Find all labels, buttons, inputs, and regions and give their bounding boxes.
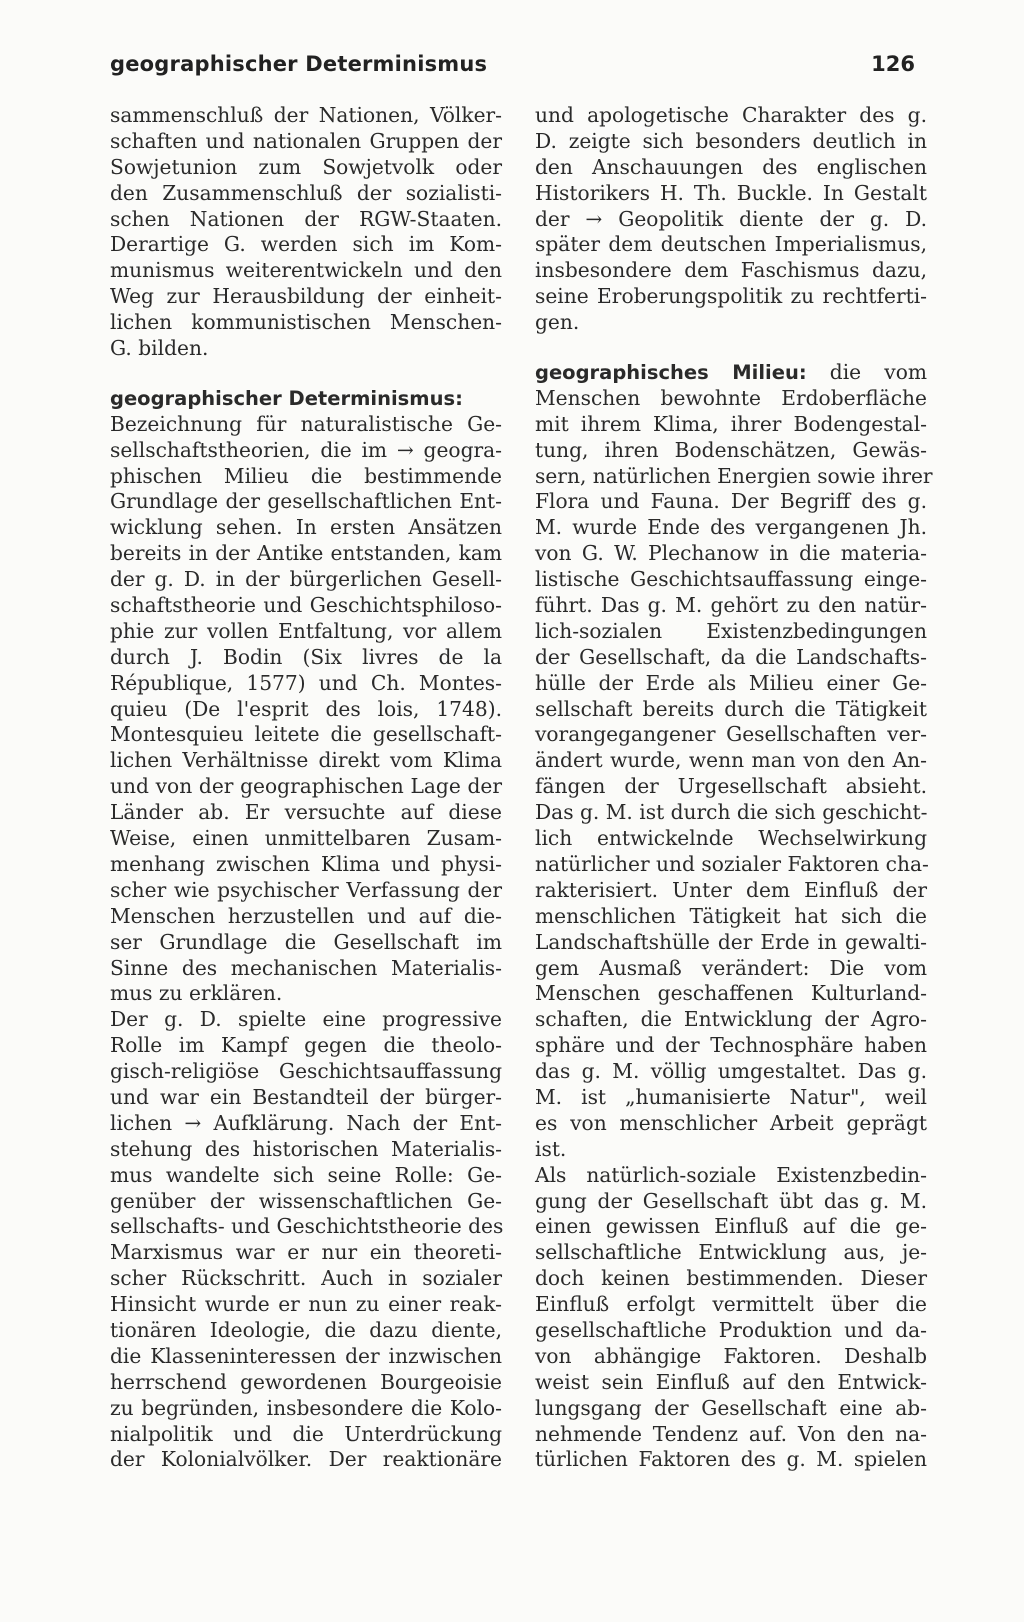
text-line: Als natürlich-soziale Existenzbedin-	[535, 1162, 927, 1187]
lemma-continuation: die vom	[806, 360, 927, 385]
text-line: D. zeigte sich besonders deutlich in	[535, 128, 927, 153]
text-line: nialpolitik und die Unterdrückung	[110, 1421, 502, 1446]
text-line: Montesquieu leitete die gesellschaft-	[110, 722, 502, 747]
text-line: gem Ausmaß verändert: Die vom	[535, 955, 927, 980]
text-line: M. ist „humanisierte Natur", weil	[535, 1084, 927, 1109]
text-line: hülle der Erde als Milieu einer Ge-	[535, 670, 927, 695]
text-line: durch J. Bodin (Six livres de la	[110, 644, 502, 669]
text-line: scher Rückschritt. Auch in sozialer	[110, 1266, 502, 1291]
text-line: Das g. M. ist durch die sich geschicht-	[535, 800, 928, 825]
left-column	[110, 103, 502, 1473]
text-line: mus zu erklären.	[110, 981, 283, 1006]
text-line: sellschaftliche Entwicklung aus, je-	[535, 1240, 927, 1265]
text-line: den Anschauungen des englischen	[535, 154, 927, 179]
text-line: scher wie psychischer Verfassung der	[110, 877, 502, 902]
text-line: menhang zwischen Klima und physi-	[110, 851, 502, 876]
text-line: Der g. D. spielte eine progressive	[110, 1007, 502, 1032]
text-line: der Kolonialvölker. Der reaktionäre	[110, 1447, 502, 1472]
text-line: und war ein Bestandteil der bürger-	[110, 1084, 502, 1109]
text-line: République, 1577) und Ch. Montes-	[110, 670, 502, 695]
text-line: zu begründen, insbesondere die Kolo-	[110, 1395, 502, 1420]
text-line: mit ihrem Klima, ihrer Bodengestal-	[535, 411, 927, 436]
text-line: später dem deutschen Imperialismus,	[535, 232, 927, 257]
text-line: sellschaftstheorien, die im → geogra-	[110, 437, 502, 462]
text-line: weist sein Einfluß auf den Entwick-	[535, 1369, 927, 1394]
entry-body	[110, 412, 502, 1474]
text-line: das g. M. völlig umgestaltet. Das g.	[535, 1059, 927, 1084]
text-line: Derartige G. werden sich im Kom-	[110, 232, 502, 257]
entry-lemma-line	[110, 386, 502, 412]
text-line: vorangegangener Gesellschaften ver-	[535, 722, 927, 747]
text-line: lichen Verhältnisse direkt vom Klima	[110, 748, 502, 773]
text-line: stehung des historischen Materialis-	[110, 1136, 502, 1161]
text-line: genüber der wissenschaftlichen Ge-	[110, 1188, 502, 1213]
text-line: von abhängige Faktoren. Deshalb	[535, 1343, 927, 1368]
text-line: Menschen bewohnte Erdoberfläche	[535, 385, 927, 410]
text-line: Rolle im Kampf gegen die theolo-	[110, 1033, 502, 1058]
text-line: sphäre und der Technosphäre haben	[535, 1033, 927, 1058]
text-line: Historikers H. Th. Buckle. In Gestalt	[535, 180, 927, 205]
text-line: phie zur vollen Entfaltung, vor allem	[110, 618, 502, 643]
text-line: von G. W. Plechanow in die materia-	[535, 541, 927, 566]
text-line: Sowjetunion zum Sowjetvolk oder	[110, 154, 502, 179]
text-line: sellschafts- und Geschichtstheorie des	[110, 1214, 504, 1239]
entry-geographischer-determinismus	[110, 386, 502, 1473]
text-line: listische Geschichtsauffassung einge-	[535, 567, 927, 592]
entry-body	[535, 385, 933, 1473]
lemma: geographisches Milieu:	[535, 361, 807, 385]
text-line: Flora und Fauna. Der Begriff des g.	[535, 489, 927, 514]
text-line: Sinne des mechanischen Materialis-	[110, 955, 502, 980]
text-line: Länder ab. Er versuchte auf diese	[110, 800, 502, 825]
text-line: sern, natürlichen Energien sowie ihrer	[535, 463, 933, 488]
left-continuation	[110, 103, 502, 362]
text-line: mus wandelte sich seine Rolle: Ge-	[110, 1162, 502, 1187]
text-line: Menschen herzustellen und auf die-	[110, 903, 502, 928]
text-line: tionären Ideologie, die dazu diente,	[110, 1317, 502, 1342]
text-line: Einfluß erfolgt vermittelt über die	[535, 1292, 927, 1317]
text-line: sammenschluß der Nationen, Völker-	[110, 103, 502, 127]
text-line: seine Eroberungspolitik zu rechtferti-	[535, 284, 927, 309]
text-line: schaften, die Entwicklung der Agro-	[535, 1007, 927, 1032]
text-line: munismus weiterentwickeln und den	[110, 258, 502, 283]
lemma: geographischer Determinismus:	[110, 386, 463, 410]
text-line: ser Grundlage die Gesellschaft im	[110, 929, 502, 954]
text-line: Weg zur Herausbildung der einheit-	[110, 284, 502, 309]
text-line: Menschen geschaffenen Kulturland-	[535, 981, 927, 1006]
text-line: schaftstheorie und Geschichtsphiloso-	[110, 593, 502, 618]
text-line: gesellschaftliche Produktion und da-	[535, 1317, 927, 1342]
text-line: die Klasseninteressen der inzwischen	[110, 1343, 502, 1368]
text-line: phischen Milieu die bestimmende	[110, 463, 502, 488]
text-line: der → Geopolitik diente der g. D.	[535, 206, 927, 231]
text-line: führt. Das g. M. gehört zu den natür-	[535, 593, 927, 618]
text-line: menschlichen Tätigkeit hat sich die	[535, 903, 927, 928]
text-line: gisch-religiöse Geschichtsauffassung	[110, 1059, 502, 1084]
text-line: und apologetische Charakter des g.	[535, 103, 927, 127]
text-line: bereits in der Antike entstanden, kam	[110, 541, 502, 566]
text-line: Bezeichnung für naturalistische Ge-	[110, 411, 502, 436]
right-continuation	[535, 103, 927, 336]
text-line: rakterisiert. Unter dem Einfluß der	[535, 877, 927, 902]
entry-lemma-line	[535, 360, 927, 386]
text-line: der g. D. in der bürgerlichen Gesell-	[110, 567, 502, 592]
text-line: fängen der Urgesellschaft absieht.	[535, 774, 927, 799]
text-line: tung, ihren Bodenschätzen, Gewäs-	[535, 437, 927, 462]
text-line: den Zusammenschluß der sozialisti-	[110, 180, 502, 205]
text-line: gung der Gesellschaft übt das g. M.	[535, 1188, 927, 1213]
text-line: gen.	[535, 310, 580, 335]
text-line: ändert wurde, wenn man von den An-	[535, 748, 927, 773]
text-line: schaften und nationalen Gruppen der	[110, 128, 502, 153]
text-line: lichen → Aufklärung. Nach der Ent-	[110, 1110, 502, 1135]
text-line: Landschaftshülle der Erde in gewalti-	[535, 929, 927, 954]
text-line: herrschend gewordenen Bourgeoisie	[110, 1369, 502, 1394]
text-line: Grundlage der gesellschaftlichen Ent-	[110, 489, 502, 514]
text-line: M. wurde Ende des vergangenen Jh.	[535, 515, 927, 540]
text-line: Marxismus war er nur ein theoreti-	[110, 1240, 502, 1265]
right-column	[535, 103, 933, 1473]
running-head: geographischer Determinismus	[110, 52, 488, 76]
text-line: türlichen Faktoren des g. M. spielen	[535, 1447, 927, 1472]
text-line: es von menschlicher Arbeit geprägt	[535, 1110, 927, 1135]
text-line: natürlicher und sozialer Faktoren cha-	[535, 851, 929, 876]
text-line: schen Nationen der RGW-Staaten.	[110, 206, 502, 231]
text-line: sellschaft bereits durch die Tätigkeit	[535, 696, 927, 721]
text-line: lichen kommunistischen Menschen-	[110, 310, 502, 335]
text-line: quieu (De l'esprit des lois, 1748).	[110, 696, 502, 721]
text-line: lungsgang der Gesellschaft eine ab-	[535, 1395, 927, 1420]
entry-geographisches-milieu	[535, 360, 933, 1473]
text-line: der Gesellschaft, da die Landschafts-	[535, 644, 927, 669]
text-line: einen gewissen Einfluß auf die ge-	[535, 1214, 927, 1239]
text-line: nehmende Tendenz auf. Von den na-	[535, 1421, 927, 1446]
page-header	[110, 50, 915, 90]
text-line: Hinsicht wurde er nun zu einer reak-	[110, 1292, 502, 1317]
text-line: und von der geographischen Lage der	[110, 774, 502, 799]
text-line: lich entwickelnde Wechselwirkung	[535, 826, 927, 851]
text-line: ist.	[535, 1136, 567, 1161]
text-line: doch keinen bestimmenden. Dieser	[535, 1266, 927, 1291]
text-line: lich-sozialen Existenzbedingungen	[535, 618, 927, 643]
text-line: Weise, einen unmittelbaren Zusam-	[110, 826, 502, 851]
page-number: 126	[871, 52, 915, 76]
text-line: G. bilden.	[110, 336, 209, 361]
text-line: insbesondere dem Faschismus dazu,	[535, 258, 927, 283]
text-line: wicklung sehen. In ersten Ansätzen	[110, 515, 502, 540]
